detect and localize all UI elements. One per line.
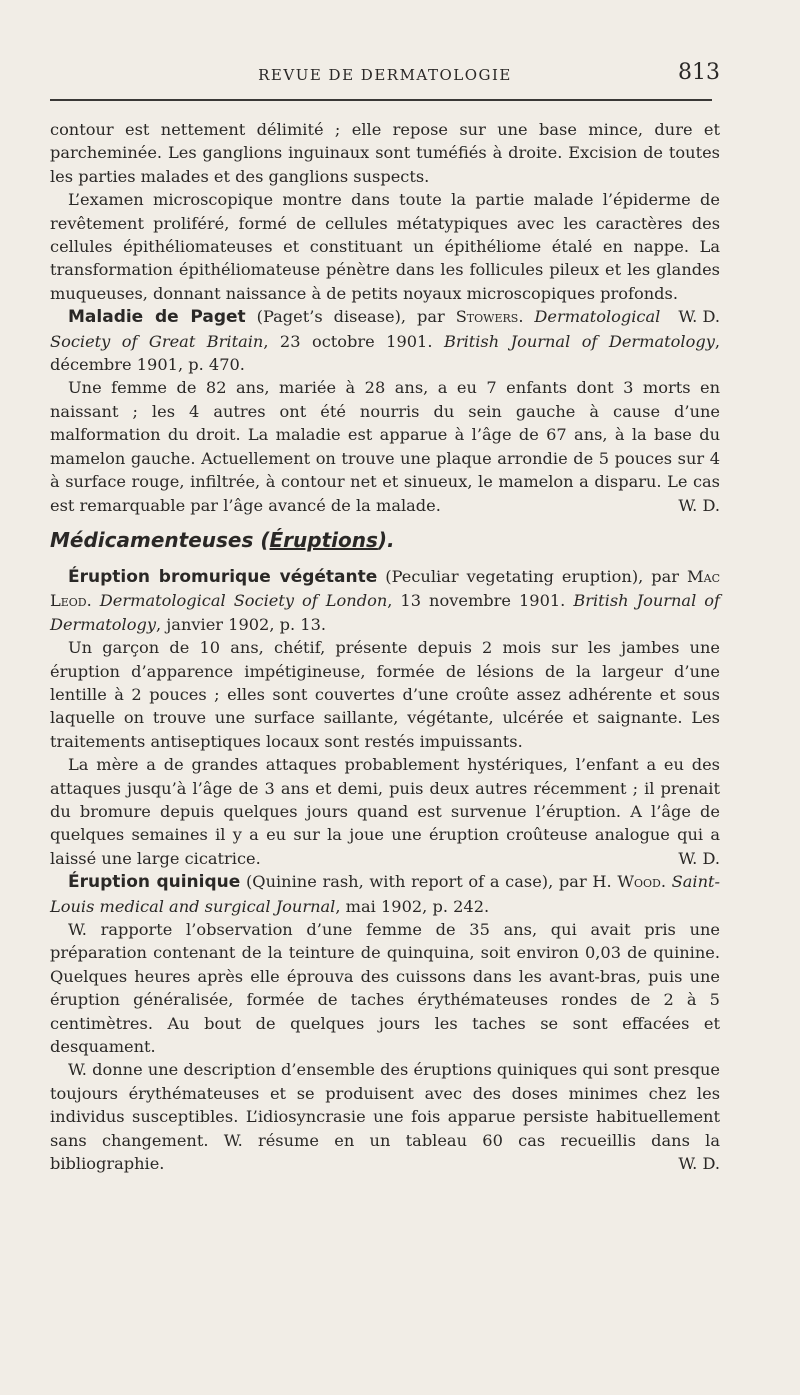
reference-date: , janvier 1902, p. 13. <box>155 614 327 634</box>
page-header <box>50 58 720 94</box>
quinique-heading: Éruption quinique <box>68 872 241 893</box>
paragraph-text: W. donne une description d’ensemble des éruptions quiniques qui sont presque toujours érythémateuses et se produisent avec des doses minimes chez les individus susceptibles. L’idiosyncrasie une fois apparue persiste habituellement sans changement. W. résume en un tableau 60 cas recueillis dans la bibliographie. <box>50 1060 720 1174</box>
running-title: REVUE DE DERMATOLOGIE <box>258 66 512 84</box>
paragraph-text: L’examen microscopique montre dans toute la partie malade l’épiderme de revêtement proliféré, formé de cellules métatypiques avec les caractères des cellules épithéliomateuses et constituant un épithéliome étalé en nappe. La transformation épithéliomateuse pénètre dans les follicules pileux et les glandes muqueuses, donnant naissance à de petits noyaux microscopiques profonds. <box>50 190 720 303</box>
article-body <box>50 118 720 1175</box>
section-heading-word: Éruptions <box>269 527 378 552</box>
paragraph-text: La mère a de grandes attaques probablement hystériques, l’enfant a eu des attaques jusqu’à l’âge de 3 ans et demi, puis deux autres récemment ; il prenait du bromure depuis quelques jours quand est survenue l’éruption. A l’âge de quelques semaines il y a eu sur la joue une éruption croûteuse analogue qui a laissé une large cicatrice. <box>50 755 720 868</box>
reference-journal: British Journal of Dermatology <box>443 331 715 351</box>
paget-reference <box>50 305 720 376</box>
bromurique-body-2 <box>50 753 720 870</box>
author-initials: W. D. <box>678 848 720 868</box>
reference-journal: Saint-Louis medical and surgical Journal <box>50 872 720 916</box>
author-initials: W. D. <box>678 307 720 327</box>
reference-author: Mac Leod <box>50 566 720 611</box>
bromurique-body-1: Un garçon de 10 ans, chétif, présente depuis 2 mois sur les jambes une éruption d’apparence impétigineuse, formée de lésions de la largeur d’une lentille à 2 pouces ; elles sont couvertes d’une croûte assez adhérente et sous laquelle on trouve une surface saillante, végétante, ulcérée et saignante. Les traitements antiseptiques locaux sont restés impuissants. <box>50 638 720 751</box>
bromurique-heading: Éruption bromurique végétante <box>68 566 378 587</box>
reference-sep: . <box>86 591 100 611</box>
reference-text: (Peculiar vegetating eruption), par <box>377 566 688 586</box>
reference-journal: Dermatological Society of Great Britain <box>50 307 661 351</box>
reference-author: Wood <box>617 872 661 892</box>
reference-journal: British Journal of Dermatology <box>50 591 721 634</box>
author-initials: W. D. <box>678 1154 720 1174</box>
header-rule <box>50 99 712 101</box>
reference-date: , mai 1902, p. 242. <box>335 896 490 916</box>
section-heading <box>50 527 720 553</box>
author-initials: W. D. <box>678 495 720 515</box>
paragraph-continuation: contour est nettement délimité ; elle repose sur une base mince, dure et parcheminée. Les ganglions inguinaux sont tuméfiés à droite. Excision de toutes les parties malades et des ganglions suspects. <box>50 120 720 186</box>
reference-journal: Dermatological Society of London <box>99 591 388 611</box>
quinique-body-2 <box>50 1058 720 1175</box>
reference-sep: . <box>518 307 535 327</box>
reference-date: , 23 octobre 1901. <box>263 331 444 351</box>
reference-author: Stowers <box>455 307 519 327</box>
section-heading-pre: Médicamenteuses ( <box>50 527 270 552</box>
quinique-reference <box>50 870 720 918</box>
reference-sep: . <box>660 872 672 892</box>
quinique-body-1: W. rapporte l’observation d’une femme de 35 ans, qui avait pris une préparation contenant de la teinture de quinquina, soit environ 0,03 de quinine. Quelques heures après elle éprouva des cuissons dans les avant-bras, puis une éruption généralisée, formée de taches érythémateuses rondes de 2 à 5 centimètres. Au bout de quelques jours les taches se sont effacées et desquament. <box>50 920 720 1057</box>
bromurique-reference <box>50 565 720 636</box>
reference-text: (Paget’s disease), par <box>245 307 456 327</box>
reference-text: (Quinine rash, with report of a case), par H. <box>240 872 618 892</box>
section-heading-post: ). <box>377 527 395 552</box>
reference-date: , 13 novembre 1901. <box>387 591 574 611</box>
page-number: 813 <box>678 60 720 85</box>
paragraph-text: Une femme de 82 ans, mariée à 28 ans, a eu 7 enfants dont 3 morts en naissant ; les 4 autres ont été nourris du sein gauche à cause d’une malformation du droit. La maladie est apparue à l’âge de 67 ans, à la base du mamelon gauche. Actuellement on trouve une plaque arrondie de 5 pouces sur 4 à surface rouge, infiltrée, à contour net et sinueux, le mamelon a disparu. Le cas est remarquable par l’âge avancé de la malade. <box>50 378 720 515</box>
paget-heading: Maladie de Paget <box>68 307 246 328</box>
paget-body <box>50 376 720 516</box>
reference-date: , décembre 1901, p. 470. <box>50 331 720 375</box>
